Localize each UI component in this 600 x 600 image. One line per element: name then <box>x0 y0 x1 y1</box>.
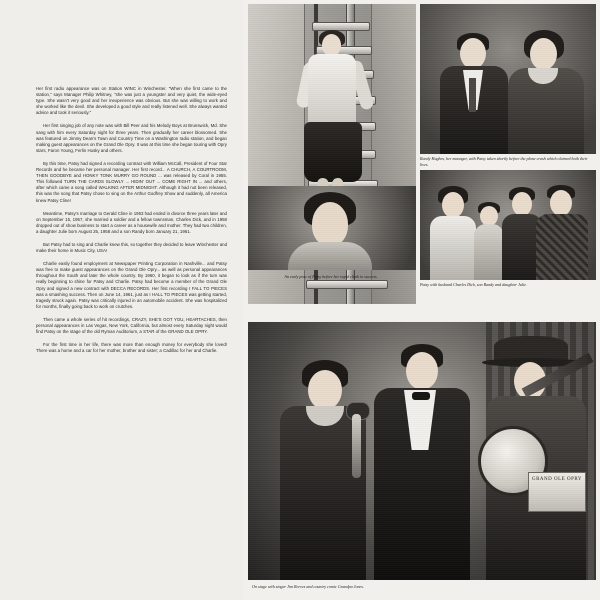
photo-grain <box>248 322 596 580</box>
paragraph-4: Meantime, Patsy's marriage to Gerald Cline in 1953 had ended in divorce three years later and on September 15, 1957, she married a soldier and a fellow townsman, Charles Dick, and in 1958 dropped out of show business to start a career as a housewife and mother. They had two children, a daughter Julie born August 25, 1958 and a son Randy born January 21, 1961. <box>36 210 227 234</box>
paragraph-7: Then came a whole series of hit recordings, CRAZY, SHE'S GOT YOU, HEARTACHES, then personal appearances in Las Vegas, New York, California, but almost every Saturday night would find Patsy on the stage of the old Ryman Auditorium, a STAR of the GRAND OLE OPRY. <box>36 316 227 335</box>
caption-on-stage: On stage with singer Jim Reeves and country comic Grandpa Jones. <box>252 584 364 589</box>
photo-grain <box>420 4 596 154</box>
grand-ole-opry-sign: GRAND OLE OPRY <box>528 472 586 512</box>
photo-on-stage <box>248 322 596 580</box>
paragraph-5: But Patsy had to sing and Charlie knew this, so together they decided to leave Winchester and make their home in Music City, USA! <box>36 241 227 254</box>
article-text-column <box>0 0 243 600</box>
paragraph-1: Her first radio appearance was on Station WINC in Winchester. "When she first came to the station," says Manager Philip Whitney, "she was just a youngster and very quiet, the wide-eyed type. She wasn't very good and her inexperience was obvious. But she was willing to work and she worked like the devil. She developed a good style and really listened well. She always wanted advice and took it seriously." <box>36 86 227 116</box>
paragraph-2: Her first singing job of any note was with Bill Peer and his Melody Boys at Brunswick, Md. She sang with him every Saturday night for three years. Then gradually her career blossomed. She was featured on Jimmy Dean's Town and Country Time on a Washington radio station, and began making guest appearances on the Grand Ole Opry. It was at this time she began touring with Opry stars, Faron Young, Ferlin Husky and others. <box>36 123 227 153</box>
caption-patsy-family: Patsy with husband Charles Dick, son Randy and daughter Julie. <box>420 282 527 287</box>
paragraph-6: Charlie easily found employment at Newspaper Printing Corporation in Nashville... and Patsy was free to make guest appearances on the Grand Ole Opry... as well as personal appearances throughout the South and later the whole country. By 1960, it began to look as if the turn was really beginning to shine for Patsy and Charlie. Patsy had become a member of the Grand Ole Opry and signed a new contract with DECCA RECORDS. Her first recording I FALL TO PIECES was a smashing success. Then on June 14, 1961, just as I HALL TO PIECES was getting started, tragedy struck again. Patsy was critically injured in an automobile accident. She was hospitalized for months, finally going back to work on crutches. <box>36 261 227 309</box>
photo-randy-hughes <box>420 4 596 154</box>
photo-patsy-family <box>420 170 596 280</box>
photo-young-patsy <box>248 186 416 270</box>
paragraph-3: By this time, Patsy had signed a recording contract with William McCall, President of Four Star Records and he became her personal manager. Her first record... A CHURCH, A COURTROOM, THEN GOODBYE and HONKY TONK MURRY GO ROUND ... was released by Coral in 1955. This followed TURN THE CARDS SLOWLY ... HIDIN' OUT ... COME RIGHT IN ... and others, after which came a song called WALKING AFTER MIDNIGHT. Although it had not been released, this was the song that Patsy chose to sing on the Arthur Godfrey Show and suddenly, all America knew Patsy Cline! <box>36 160 227 203</box>
caption-randy-hughes: Randy Hughes, her manager, with Patsy taken shortly before the plane crash which claimed both their lives. <box>420 156 588 167</box>
photo-grain <box>420 170 596 280</box>
caption-young-patsy: An early pose of Patsy before her rapid climb to success. <box>284 274 378 279</box>
photo-grain <box>248 186 416 270</box>
paragraph-8: For the first time in her life, there was more than enough money for everybody she loved! There was a home and a car for her mother, brother and sister; a Cadillac for her and Charlie. <box>36 342 227 354</box>
